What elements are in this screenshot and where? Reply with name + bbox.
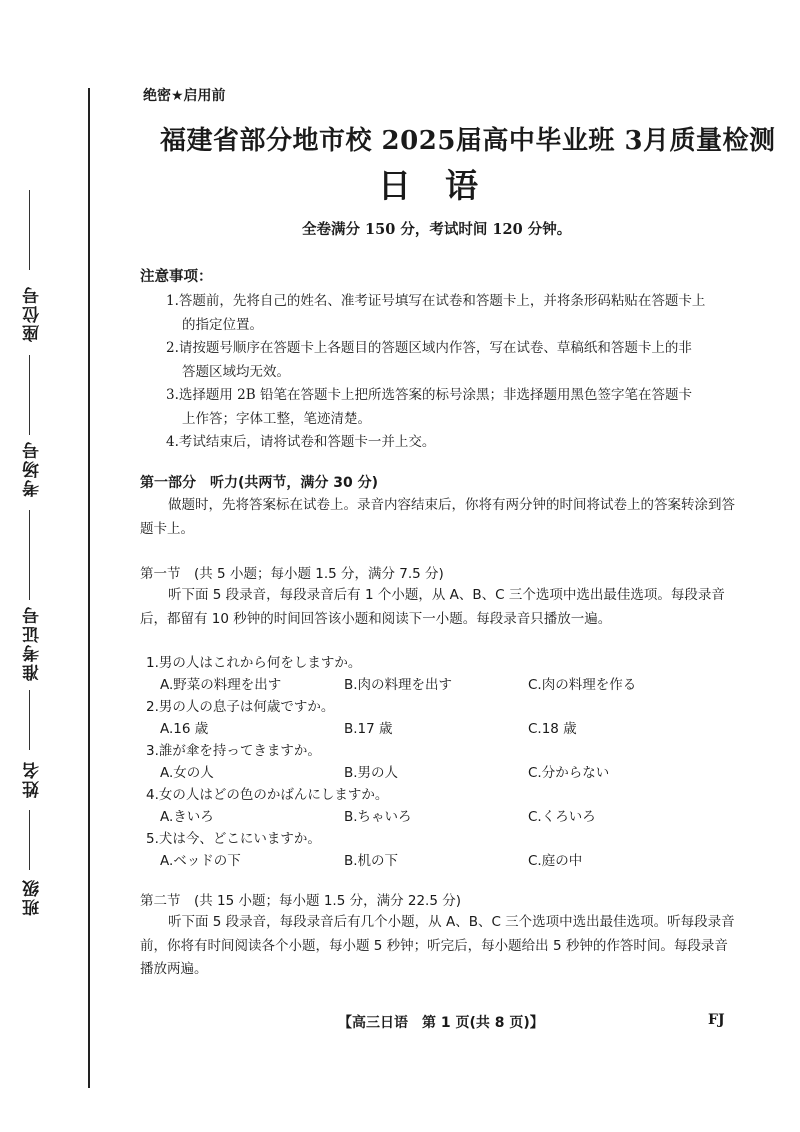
option-a: A.女の人 (160, 765, 214, 781)
option-c: C.分からない (528, 765, 610, 781)
exam-title: 福建省部分地市校 2025届高中毕业班 3月质量检测 (160, 126, 776, 156)
option-b: B.男の人 (344, 765, 399, 781)
question-stem: 2.男の人の息子は何歳ですか。 (146, 699, 335, 715)
question-options (146, 674, 746, 696)
binding-line (88, 88, 90, 1088)
notice-item: 1.答题前，先将自己的姓名、准考证号填写在试卷和答题卡上，并将条形码粘贴在答题卡上 (166, 293, 706, 309)
option-a: A.16 歳 (160, 721, 209, 737)
question-options (146, 806, 746, 828)
side-rule (29, 810, 30, 870)
question-list (146, 652, 746, 872)
question-stem: 3.誰が傘を持ってきますか。 (146, 743, 321, 759)
option-b: B.肉の料理を出す (344, 677, 453, 693)
option-a: A.きいろ (160, 809, 214, 825)
page-footer: 【高三日语 第 1 页(共 8 页)】 (338, 1015, 544, 1031)
confidential-label: 绝密★启用前 (143, 88, 226, 104)
side-rule (29, 355, 30, 435)
question-options (146, 718, 746, 740)
option-c: C.肉の料理を作る (528, 677, 637, 693)
section2-heading: 第二节 (共 15 小题；每小题 1.5 分，满分 22.5 分) (140, 893, 461, 909)
option-b: B.ちゃいろ (344, 809, 412, 825)
notice-list (166, 290, 756, 455)
option-b: B.17 歳 (344, 721, 393, 737)
section1-instruction: 听下面 5 段录音，每段录音后有 1 个小题，从 A、B、C 三个选项中选出最佳选项。每段录音后，都留有 10 秒钟的时间回答该小题和阅读下一小题。每段录音只播放一遍。 (140, 587, 725, 627)
region-code: FJ (708, 1012, 725, 1028)
subject-title: 日语 (378, 166, 512, 205)
section2-instruction: 听下面 5 段录音，每段录音后有几个小题，从 A、B、C 三个选项中选出最佳选项。听每段录音前，你将有时间阅读各个小题，每小题 5 秒钟；听完后，每小题给出 5 秒钟的作答时间。每段录音播放两遍。 (140, 914, 735, 977)
side-field-seat-number: 座位号 (23, 285, 43, 342)
notice-item: 3.选择题用 2B 铅笔在答题卡上把所选答案的标号涂黑；非选择题用黑色签字笔在答题卡 (166, 387, 692, 403)
side-rule (29, 690, 30, 750)
notice-item: 4.考试结束后，请将试卷和答题卡一并上交。 (166, 434, 436, 450)
question-stem: 5.犬は今、どこにいますか。 (146, 831, 321, 847)
side-rule (29, 510, 30, 600)
section1-heading: 第一节 (共 5 小题；每小题 1.5 分，满分 7.5 分) (140, 566, 444, 582)
question-stem: 1.男の人はこれから何をしますか。 (146, 655, 362, 671)
option-c: C.18 歳 (528, 721, 577, 737)
option-c: C.庭の中 (528, 853, 583, 869)
option-a: A.野菜の料理を出す (160, 677, 282, 693)
option-c: C.くろいろ (528, 809, 596, 825)
option-b: B.机の下 (344, 853, 399, 869)
notice-item-continued: 的指定位置。 (182, 316, 263, 333)
part1-instruction: 做题时，先将答案标在试卷上。录音内容结束后，你将有两分钟的时间将试卷上的答案转涂到答题卡上。 (140, 497, 735, 537)
notice-item-continued: 上作答；字体工整，笔迹清楚。 (182, 410, 371, 427)
score-time-line: 全卷满分 150 分，考试时间 120 分钟。 (302, 221, 572, 238)
side-field-exam-room: 考场号 (23, 440, 43, 497)
option-a: A.ベッドの下 (160, 853, 241, 869)
notice-item: 2.请按题号顺序在答题卡上各题目的答题区域内作答，写在试卷、草稿纸和答题卡上的非 (166, 340, 692, 356)
side-field-name: 姓名 (23, 760, 43, 798)
question-stem: 4.女の人はどの色のかばんにしますか。 (146, 787, 389, 803)
side-field-admission-number: 准考证号 (23, 605, 43, 681)
notice-item-continued: 答题区域均无效。 (182, 363, 290, 380)
question-options (146, 762, 746, 784)
side-field-class: 班级 (23, 878, 43, 916)
question-options (146, 850, 746, 872)
part1-heading: 第一部分 听力(共两节，满分 30 分) (140, 475, 379, 491)
notice-heading: 注意事项： (140, 269, 213, 285)
side-rule (29, 190, 30, 270)
